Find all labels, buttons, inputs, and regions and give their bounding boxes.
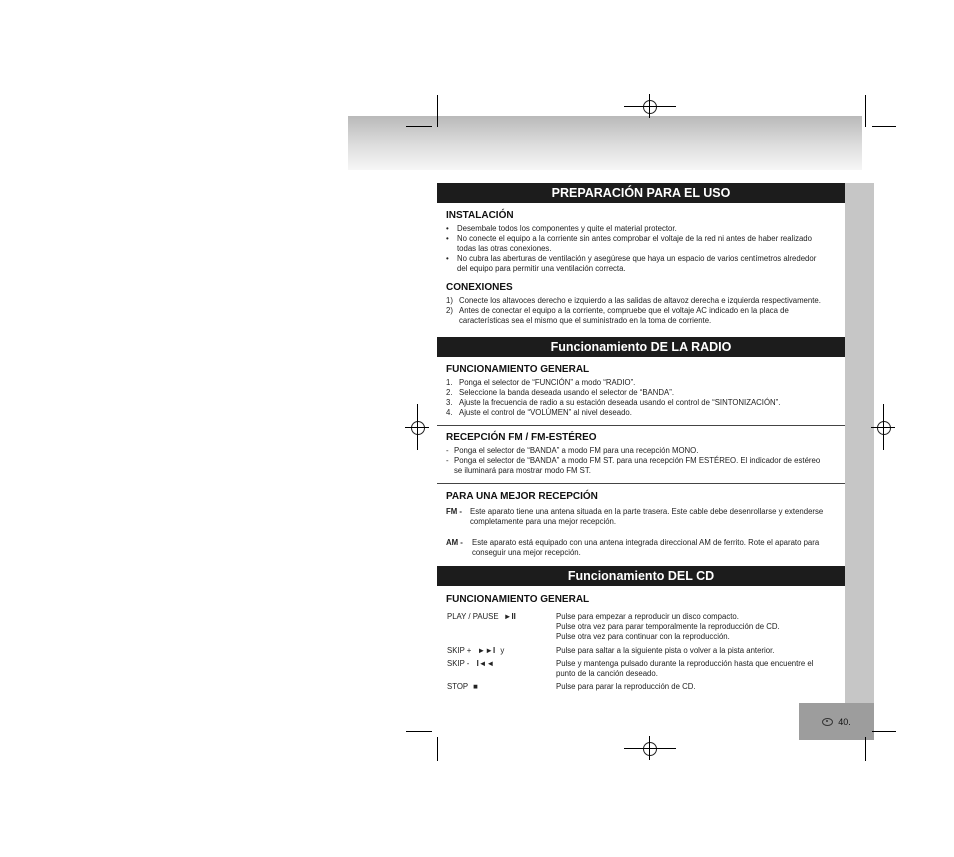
header-gradient-band <box>348 116 862 170</box>
heading-conexiones: CONEXIONES <box>446 282 513 293</box>
page-number-box <box>799 703 874 740</box>
skip-plus-label: SKIP + ►►I y <box>447 646 505 655</box>
skip-minus-desc: Pulse y mantenga pulsado durante la reproducción hasta que encuentre el <box>556 659 814 668</box>
list-item-cont: del equipo para permitir una ventilación correcta. <box>457 264 626 273</box>
list-item: Ponga el selector de “FUNCIÓN” a modo “RADIO”. <box>459 378 636 387</box>
play-pause-desc: Pulse otra vez para parar temporalmente la reproducción de CD. <box>556 622 780 631</box>
list-item: Ponga el selector de “BANDA” a modo FM para una recepción MONO. <box>454 446 699 455</box>
list-item: Ajuste la frecuencia de radio a su estación deseada usando el control de “SINTONIZACIÓN”. <box>459 398 781 407</box>
section-title-radio: Funcionamiento DE LA RADIO <box>437 337 845 357</box>
heading-recepcion-fm: RECEPCIÓN FM / FM-ESTÉREO <box>446 432 597 443</box>
list-item: Conecte los altavoces derecho e izquierdo a las salidas de altavoz derecha e izquierda respectivamente. <box>459 296 821 305</box>
divider <box>437 483 845 484</box>
list-item: Ajuste el control de “VOLÚMEN” al nivel deseado. <box>459 408 632 417</box>
list-item-cont: todas las otras conexiones. <box>457 244 552 253</box>
am-antenna-text: Este aparato está equipado con una antena integrada direccional AM de ferrito. Rote el aparato para <box>472 538 820 547</box>
skip-minus-desc: punto de la canción deseado. <box>556 669 658 678</box>
list-marker: 2) <box>446 306 453 315</box>
stop-desc: Pulse para parar la reproducción de CD. <box>556 682 696 691</box>
list-marker: 4. <box>446 408 453 417</box>
bullet: • <box>446 234 449 243</box>
play-pause-label: PLAY / PAUSE ►II <box>447 612 516 621</box>
skip-next-icon: ►►I <box>477 646 496 655</box>
heading-radio-general: FUNCIONAMIENTO GENERAL <box>446 364 590 375</box>
list-item: Desembale todos los componentes y quite el material protector. <box>457 224 677 233</box>
list-item: Seleccione la banda deseada usando el selector de “BANDA”. <box>459 388 674 397</box>
stop-icon: ■ <box>473 682 478 691</box>
divider <box>437 425 845 426</box>
fm-label: FM - <box>446 507 463 516</box>
am-antenna-text-cont: conseguir una mejor recepción. <box>472 548 581 557</box>
stop-label: STOP ■ <box>447 682 478 691</box>
list-item: No cubra las aberturas de ventilación y asegúrese que haya un espacio de varios centímetros alrededor <box>457 254 817 263</box>
list-item: No conecte el equipo a la corriente sin antes comprobar el voltaje de la red ni antes de haber realizado <box>457 234 812 243</box>
bullet: • <box>446 254 449 263</box>
list-item: Ponga el selector de “BANDA” a modo FM ST. para una recepción FM ESTÉREO. El indicador de estéreo <box>454 456 821 465</box>
play-pause-desc: Pulse otra vez para continuar con la reproducción. <box>556 632 730 641</box>
fm-antenna-text-cont: completamente para una mejor recepción. <box>470 517 617 526</box>
side-tab <box>845 183 874 703</box>
section-title-cd: Funcionamiento DEL CD <box>437 566 845 586</box>
bullet: • <box>446 224 449 233</box>
play-pause-desc: Pulse para empezar a reproducir un disco compacto. <box>556 612 739 621</box>
list-marker: 2. <box>446 388 453 397</box>
list-marker: 1. <box>446 378 453 387</box>
list-item-cont: características sea el mismo que el suministrado en la toma de corriente. <box>459 316 712 325</box>
fm-antenna-text: Este aparato tiene una antena situada en la parte trasera. Este cable debe desenrollarse y extenderse <box>470 507 824 516</box>
page-number: 40. <box>838 716 851 727</box>
heading-cd-general: FUNCIONAMIENTO GENERAL <box>446 594 590 605</box>
skip-previous-icon: I◄◄ <box>476 659 495 668</box>
language-icon <box>822 718 833 726</box>
section-title-preparacion: PREPARACIÓN PARA EL USO <box>437 183 845 203</box>
am-label: AM - <box>446 538 463 547</box>
heading-instalacion: INSTALACIÓN <box>446 210 514 221</box>
skip-minus-label: SKIP - I◄◄ <box>447 659 495 668</box>
list-marker: 3. <box>446 398 453 407</box>
dash: - <box>446 446 449 455</box>
list-item: Antes de conectar el equipo a la corriente, compruebe que el voltaje AC indicado en la placa de <box>459 306 789 315</box>
play-pause-icon: ►II <box>503 612 516 621</box>
list-marker: 1) <box>446 296 453 305</box>
list-item-cont: se iluminará para mostrar modo FM ST. <box>454 466 591 475</box>
dash: - <box>446 456 449 465</box>
skip-plus-desc: Pulse para saltar a la siguiente pista o volver a la pista anterior. <box>556 646 775 655</box>
heading-mejor-recepcion: PARA UNA MEJOR RECEPCIÓN <box>446 491 598 502</box>
